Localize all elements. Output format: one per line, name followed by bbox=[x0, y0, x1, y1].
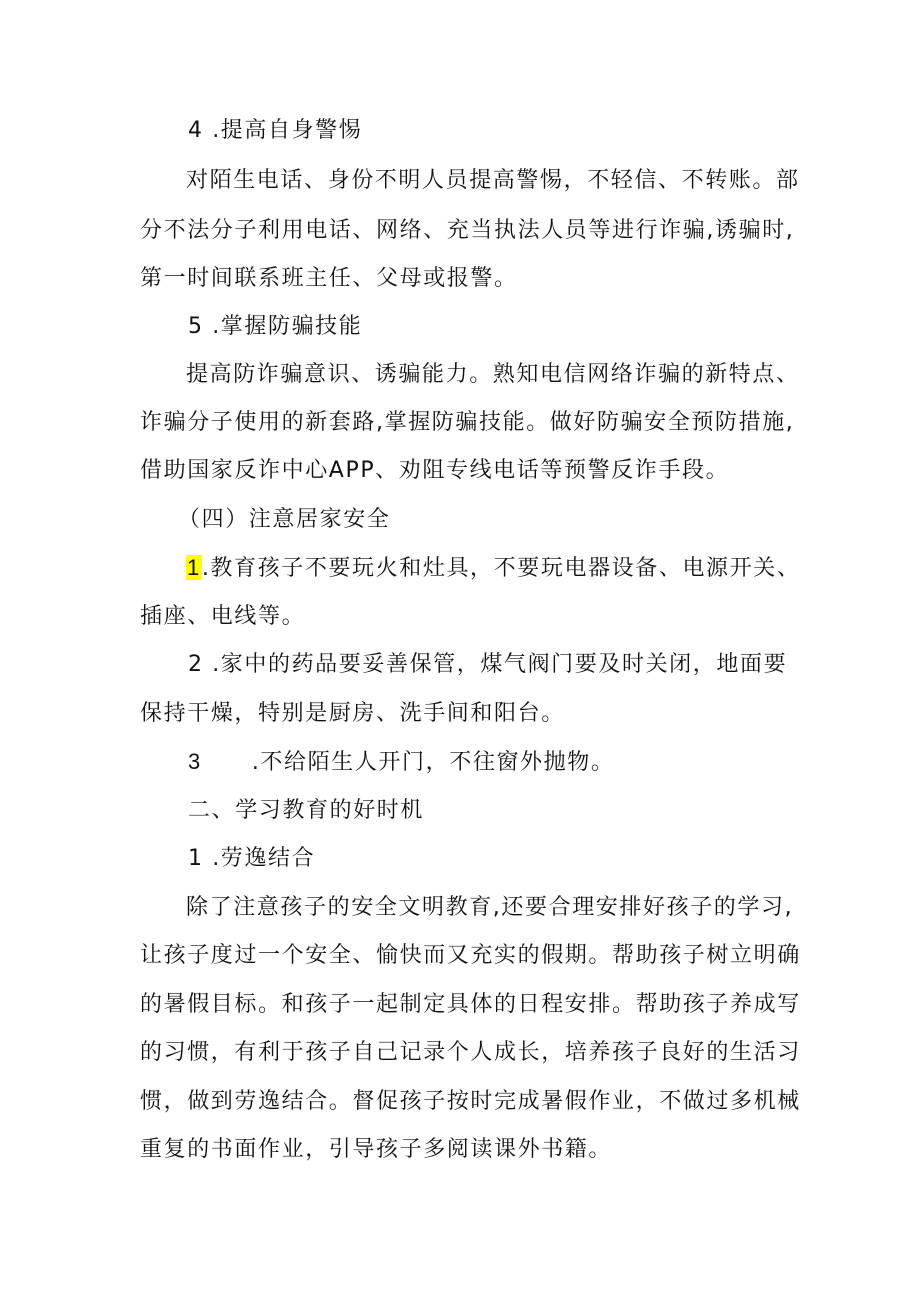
section-heading-2: 二、学习教育的好时机 bbox=[188, 798, 425, 823]
paragraph-line: 重复的书面作业，引导孩子多阅读课外书籍。 bbox=[140, 1137, 613, 1162]
list-item-text: .不给陌生人开门，不往窗外抛物。 bbox=[251, 750, 615, 775]
paragraph-line: 惯，做到劳逸结合。督促孩子按时完成暑假作业，不做过多机械 bbox=[140, 1089, 801, 1114]
paragraph-line: 借助国家反诈中心APP、劝阻专线电话等预警反诈手段。 bbox=[140, 458, 730, 483]
paragraph-line: 的习惯，有利于孩子自己记录个人成长，培养孩子良好的生活习 bbox=[140, 1040, 801, 1065]
paragraph-line: 保持干燥，特别是厨房、洗手间和阳台。 bbox=[140, 701, 565, 726]
section-heading-4: （四）注意居家安全 bbox=[178, 507, 391, 532]
paragraph-line: 诈骗分子使用的新套路,掌握防骗技能。做好防骗安全预防措施, bbox=[140, 410, 795, 435]
list-item-3 bbox=[188, 747, 614, 778]
list-item-2: 2 .家中的药品要妥善保管，煤气阀门要及时关闭，地面要 bbox=[188, 652, 788, 677]
heading-4: 4 .提高自身警惕 bbox=[188, 118, 363, 143]
list-item-text: .教育孩子不要玩火和灶具，不要玩电器设备、电源开关、 bbox=[201, 556, 801, 581]
highlighted-number: 1 bbox=[187, 555, 201, 580]
list-item-1 bbox=[186, 553, 800, 584]
paragraph-line: 对陌生电话、身份不明人员提高警惕，不轻信、不转账。部 bbox=[186, 168, 800, 193]
paragraph-line: 的暑假目标。和孩子一起制定具体的日程安排。帮助孩子养成写 bbox=[140, 992, 801, 1017]
paragraph-line: 让孩子度过一个安全、愉快而又充实的假期。帮助孩子树立明确 bbox=[140, 943, 801, 968]
paragraph-line: 插座、电线等。 bbox=[140, 604, 306, 629]
list-number: 3 bbox=[188, 749, 202, 774]
paragraph-line: 第一时间联系班主任、父母或报警。 bbox=[140, 266, 518, 291]
heading-5: 5 .掌握防骗技能 bbox=[188, 314, 363, 339]
paragraph-line: 除了注意孩子的安全文明教育,还要合理安排好孩子的学习, bbox=[186, 895, 794, 920]
paragraph-line: 提高防诈骗意识、诱骗能力。熟知电信网络诈骗的新特点、 bbox=[186, 362, 800, 387]
paragraph-line: 分不法分子利用电话、网络、充当执法人员等进行诈骗,诱骗时, bbox=[140, 218, 795, 243]
heading-1: 1 .劳逸结合 bbox=[188, 846, 316, 871]
